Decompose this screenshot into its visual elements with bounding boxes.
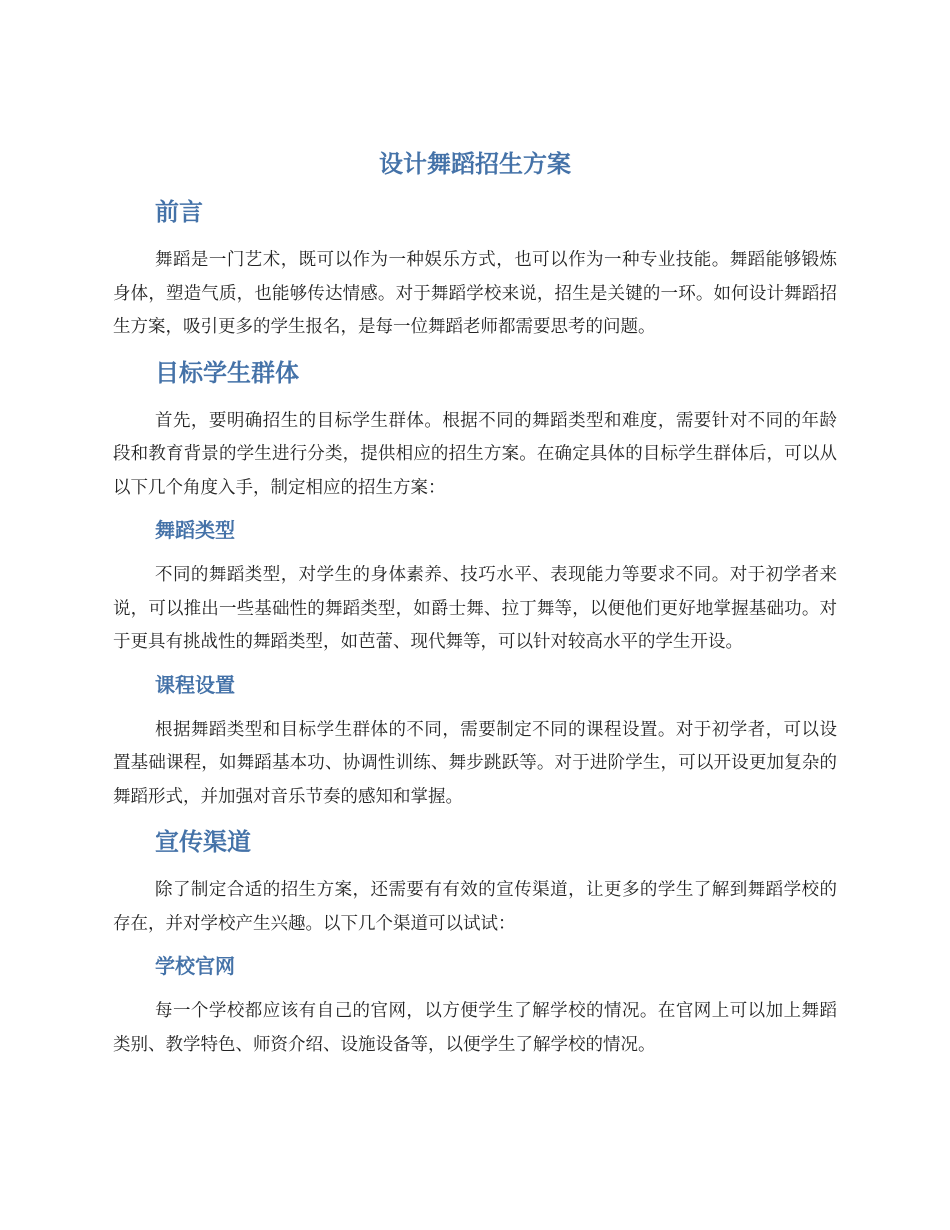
- paragraph-preface: 舞蹈是一门艺术，既可以作为一种娱乐方式，也可以作为一种专业技能。舞蹈能够锻炼身体，塑造气质，也能够传达情感。对于舞蹈学校来说，招生是关键的一环。如何设计舞蹈招生方案，吸引更多的学生报名，是每一位舞蹈老师都需要思考的问题。: [113, 250, 837, 337]
- paragraph-dance-types: 不同的舞蹈类型，对学生的身体素养、技巧水平、表现能力等要求不同。对于初学者来说，可以推出一些基础性的舞蹈类型，如爵士舞、拉丁舞等，以便他们更好地掌握基础功。对于更具有挑战性的舞蹈类型，如芭蕾、现代舞等，可以针对较高水平的学生开设。: [113, 565, 837, 652]
- document-title: 设计舞蹈招生方案: [379, 150, 571, 178]
- paragraph-school-website: 每一个学校都应该有自己的官网，以方便学生了解学校的情况。在官网上可以加上舞蹈类别、教学特色、师资介绍、设施设备等，以便学生了解学校的情况。: [113, 1001, 837, 1055]
- section-heading-promotion-channels: 宣传渠道: [155, 828, 251, 856]
- section-heading-preface: 前言: [155, 198, 203, 226]
- paragraph-target-students: 首先，要明确招生的目标学生群体。根据不同的舞蹈类型和难度，需要针对不同的年龄段和教育背景的学生进行分类，提供相应的招生方案。在确定具体的目标学生群体后，可以从以下几个角度入手，制定相应的招生方案：: [113, 410, 837, 498]
- paragraph-course-setup: 根据舞蹈类型和目标学生群体的不同，需要制定不同的课程设置。对于初学者，可以设置基础课程，如舞蹈基本功、协调性训练、舞步跳跃等。对于进阶学生，可以开设更加复杂的舞蹈形式，并加强对音乐节奏的感知和掌握。: [113, 719, 837, 807]
- paragraph-promotion-channels: 除了制定合适的招生方案，还需要有有效的宣传渠道，让更多的学生了解到舞蹈学校的存在，并对学校产生兴趣。以下几个渠道可以试试：: [113, 880, 837, 934]
- subsection-heading-course-setup: 课程设置: [155, 672, 235, 697]
- section-heading-target-students: 目标学生群体: [155, 358, 299, 387]
- subsection-heading-school-website: 学校官网: [155, 954, 235, 978]
- subsection-heading-dance-types: 舞蹈类型: [155, 518, 235, 542]
